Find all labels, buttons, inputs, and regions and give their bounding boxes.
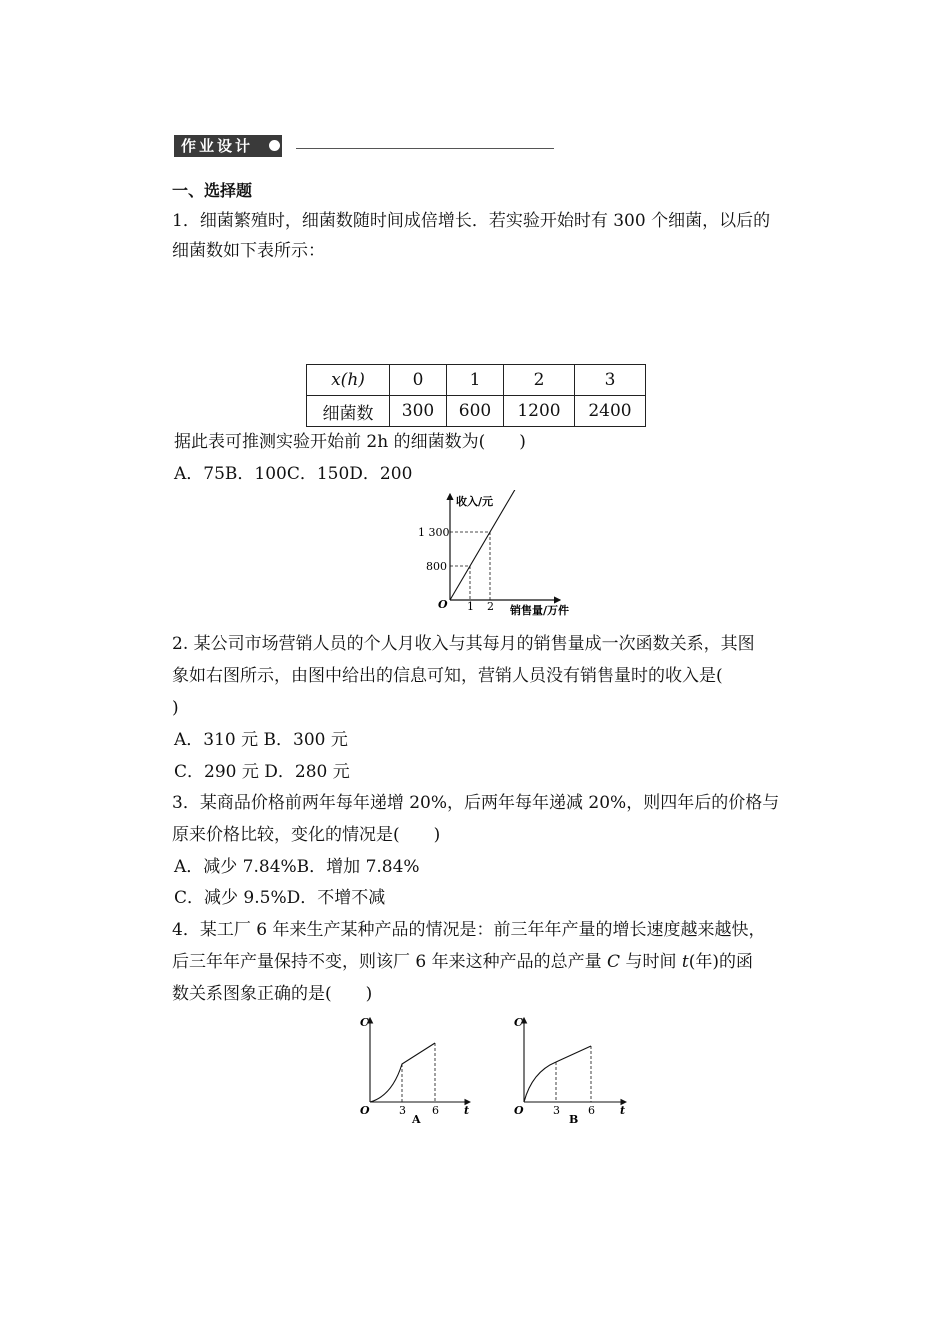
q2-line1: 2. 某公司市场营销人员的个人月收入与其每月的销售量成一次函数关系，其图 <box>172 634 755 654</box>
graph-option-a <box>352 1010 482 1130</box>
q2-options2: C．290 元 D．280 元 <box>174 762 350 782</box>
q4-line2-part: (年)的函 <box>688 952 753 972</box>
y-axis-label: C <box>514 1016 523 1029</box>
income-sales-graph <box>410 490 600 620</box>
q1-line2: 细菌数如下表所示： <box>172 241 325 261</box>
x-tick-label: 1 <box>467 600 474 613</box>
q3-options1: A．减少 7.84%B．增加 7.84% <box>174 857 420 877</box>
q4-line2 <box>172 952 753 972</box>
graph-caption: A <box>412 1113 421 1126</box>
q4-line1: 4．某工厂 6 年来生产某种产品的情况是：前三年年产量的增长速度越来越快， <box>172 920 766 940</box>
x-tick-label: 3 <box>399 1104 406 1117</box>
x-axis-label: 销售量/万件 <box>510 604 570 617</box>
y-axis-label: 收入/元 <box>456 495 494 508</box>
table-row-label: 细菌数 <box>307 396 390 427</box>
table-row <box>307 365 646 396</box>
q2-line3: ) <box>172 698 179 718</box>
y-tick-label: 1 300 <box>418 526 450 539</box>
table-cell: 300 <box>390 396 447 427</box>
q4-line2-part: 与时间 <box>625 952 677 972</box>
x-tick-label: 2 <box>487 600 494 613</box>
section-banner <box>172 134 296 159</box>
bullet-dot-icon <box>269 140 280 151</box>
x-tick-label: 3 <box>553 1104 560 1117</box>
table-cell: 1 <box>447 365 504 396</box>
x-tick-label: 6 <box>432 1104 439 1117</box>
table-cell: 0 <box>390 365 447 396</box>
q1-options: A．75B．100C．150D．200 <box>174 464 413 484</box>
section-title: 一、选择题 <box>172 181 253 200</box>
q2-options1: A．310 元 B．300 元 <box>174 730 348 750</box>
q4-var-c: C <box>607 952 621 972</box>
x-tick-label: 6 <box>588 1104 595 1117</box>
curve-a <box>370 1043 435 1102</box>
q4-line2-part: 后三年年产量保持不变，则该厂 6 年来这种产品的总产量 <box>172 952 602 972</box>
table-cell: 3 <box>575 365 646 396</box>
origin-label: O <box>514 1104 524 1117</box>
q4-line3: 数关系图象正确的是( ) <box>172 984 373 1004</box>
table-cell: 2 <box>504 365 575 396</box>
y-tick-label: 800 <box>426 560 447 573</box>
table-row <box>307 396 646 427</box>
q3-options2: C．减少 9.5%D．不增不减 <box>174 888 386 908</box>
table-cell: 600 <box>447 396 504 427</box>
origin-label: O <box>360 1104 370 1117</box>
q3-line2: 原来价格比较，变化的情况是( ) <box>172 825 441 845</box>
q1-line1: 1．细菌繁殖时，细菌数随时间成倍增长．若实验开始时有 300 个细菌，以后的 <box>172 211 771 231</box>
x-axis-label: t <box>464 1104 470 1117</box>
x-axis-label: t <box>620 1104 626 1117</box>
q2-line2: 象如右图所示，由图中给出的信息可知，营销人员没有销售量时的收入是( <box>172 666 723 686</box>
table-cell: 1200 <box>504 396 575 427</box>
table-header-label: x(h) <box>307 365 390 396</box>
table-cell: 2400 <box>575 396 646 427</box>
graph-option-b <box>508 1010 638 1130</box>
banner-divider <box>296 148 554 149</box>
q3-line1: 3．某商品价格前两年每年递增 20%，后两年每年递减 20%，则四年后的价格与 <box>172 793 780 813</box>
bacteria-table <box>306 364 646 427</box>
y-axis-label: C <box>360 1016 369 1029</box>
q1-prompt: 据此表可推测实验开始前 2h 的细菌数为( ) <box>174 432 526 452</box>
origin-label: O <box>438 598 448 611</box>
graph-caption: B <box>569 1113 579 1126</box>
q4-var-t: t <box>681 952 689 972</box>
banner-title: 作业设计 <box>174 135 282 157</box>
curve-b <box>524 1046 591 1102</box>
